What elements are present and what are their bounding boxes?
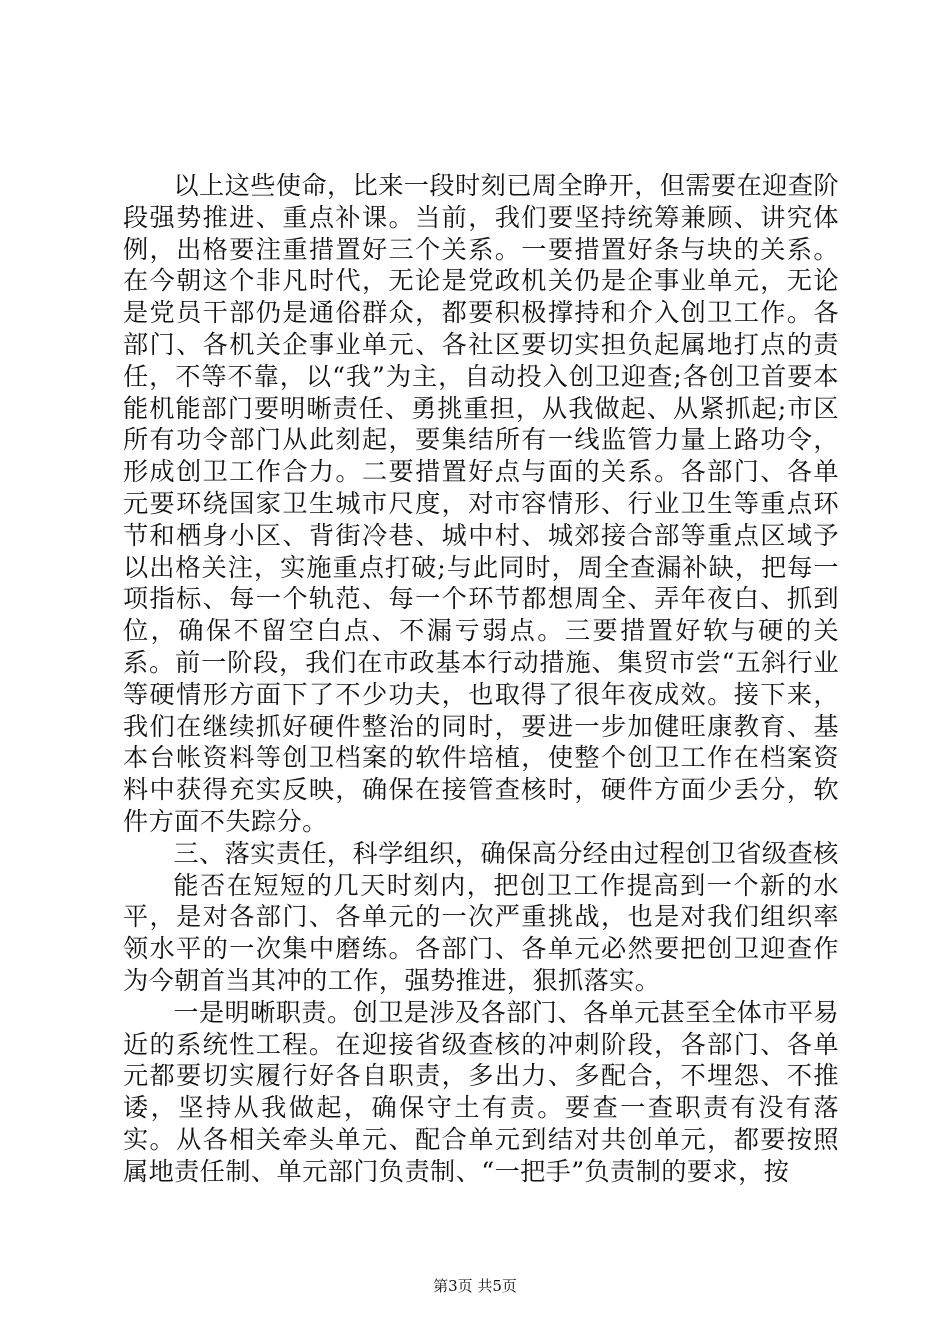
paragraph-intro-three: 能否在短短的几天时刻内，把创卫工作提高到一个新的水平，是对各部门、各单元的一次严重挑战，也是对我们组织率领水平的一次集中磨练。各部门、各单元必然要把创卫迎查作为今朝首当其冲的工作，强势推进，狠抓落实。 — [123, 870, 839, 995]
page-footer: 第3页 共5页 — [433, 1277, 517, 1295]
paragraph-duties: 一是明晰职责。创卫是涉及各部门、各单元甚至全体市平易近的系统性工程。在迎接省级查核的冲刺阶段，各部门、各单元都要切实履行好各自职责，多出力、多配合，不埋怨、不推诿，坚持从我做起，确保守土有责。要查一查职责有没有落实。从各相关牵头单元、配合单元到结对共创单元，都要按照属地责任制、单元部门负责制、“一把手”负责制的要求，按 — [123, 997, 839, 1186]
document-body — [123, 170, 839, 1188]
paragraph-relationships: 以上这些使命，比来一段时刻已周全睁开，但需要在迎查阶段强势推进、重点补课。当前，我们要坚持统筹兼顾、讲究体例，出格要注重措置好三个关系。一要措置好条与块的关系。在今朝这个非凡时代，无论是党政机关仍是企事业单元，无论是党员干部仍是通俗群众，都要积极撑持和介入创卫工作。各部门、各机关企事业单元、各社区要切实担负起属地打点的责任，不等不靠，以“我”为主，自动投入创卫迎查;各创卫首要本能机能部门要明晰责任、勇挑重担，从我做起、从紧抓起;市区所有功令部门从此刻起，要集结所有一线监管力量上路功令，形成创卫工作合力。二要措置好点与面的关系。各部门、各单元要环绕国家卫生城市尺度，对市容情形、行业卫生等重点环节和栖身小区、背街冷巷、城中村、城郊接合部等重点区域予以出格关注，实施重点打破;与此同时，周全查漏补缺，把每一项指标、每一个轨范、每一个环节都想周全、弄年夜白、抓到位，确保不留空白点、不漏亏弱点。三要措置好软与硬的关系。前一阶段，我们在市政基本行动措施、集贸市尝“五斜行业等硬情形方面下了不少功夫，也取得了很年夜成效。接下来，我们在继续抓好硬件整治的同时，要进一步加健旺康教育、基本台帐资料等创卫档案的软件培植，使整个创卫工作在档案资料中获得充实反映，确保在接管查核时，硬件方面少丢分，软件方面不失踪分。 — [123, 171, 839, 836]
section-heading-three: 三、落实责任，科学组织，确保高分经由过程创卫省级查核 — [173, 838, 839, 868]
